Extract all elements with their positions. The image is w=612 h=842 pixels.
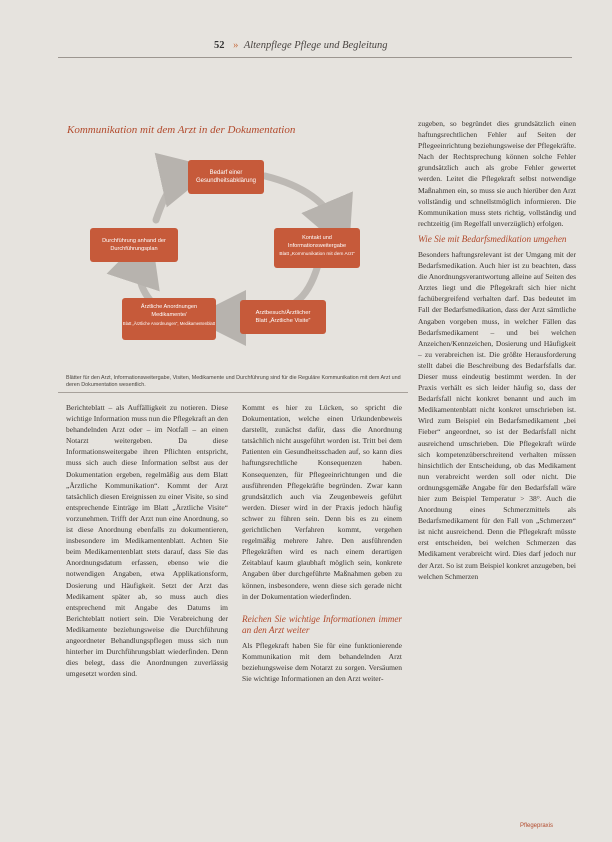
paragraph: zugeben, so begründet dies grundsätzlich einen haftungsrechtlichen Fehler auf Seiten der Pflegeeinrichtung beziehungsweise der Pflegekräfte. Nach der Rechtsprechung können solche Fehler grundsätzlich auch als grobe Fehler gewertet werden. Leitet die Pflegekraft selbst notwendige Maßnahmen ein, so muss sie auch hierüber den Arzt vollständig und schnellstmöglich informieren. Die Kommunikation muss stets richtig, vollständig und rechtzeitig (im Regelfall unverzüglich) erfolgen. <box>418 119 576 228</box>
running-title: Altenpflege Pflege und Begleitung <box>243 40 388 51</box>
text-column-2 <box>242 402 402 684</box>
page-number: 52 <box>214 40 225 51</box>
running-header <box>214 40 388 51</box>
communication-cycle-diagram <box>60 140 405 370</box>
box-execution <box>90 228 178 262</box>
text-column-3 <box>418 118 576 582</box>
svg-text:Blatt „Ärztliche Anordnungen“,: Blatt „Ärztliche Anordnungen“, Medikamentenblatt <box>122 321 216 326</box>
section-heading: Reichen Sie wichtige Informationen immer an den Arzt weiter <box>242 613 402 635</box>
svg-text:Gesundheitsabklärung: Gesundheitsabklärung <box>195 178 257 184</box>
paragraph: Als Pflegekraft haben Sie für eine funktionierende Kommunikation mit dem behandelnden Arzt beziehungsweise dem Notarzt zu sorgen. Versäumen Sie wichtige Informationen an den Arzt weiter- <box>242 640 402 683</box>
section-heading: Wie Sie mit Bedarfsmedikation umgehen <box>418 233 567 244</box>
svg-text:Kontakt und: Kontakt und <box>302 235 332 241</box>
text-column-1 <box>66 402 228 679</box>
header-separator: » <box>233 40 239 51</box>
svg-text:Blatt „Ärztliche Visite“: Blatt „Ärztliche Visite“ <box>255 318 311 324</box>
svg-text:Ärztliche Anordnungen: Ärztliche Anordnungen <box>140 304 198 310</box>
svg-text:Blatt „Kommunikation mit dem A: Blatt „Kommunikation mit dem Arzt“ <box>279 252 355 257</box>
svg-text:Arztbesuch/Ärztlicher: Arztbesuch/Ärztlicher <box>255 310 311 316</box>
page-footer: Pflegepraxis <box>520 823 554 829</box>
caption-rule <box>58 392 408 393</box>
paragraph: Kommt es hier zu Lücken, so spricht die Dokumentation, welche einen Urkundenbeweis darstellt, zunächst dafür, dass die Anordnung tatsächlich nicht ausgeführt worden ist. Tritt bei dem Patienten ein Gesundheitsschaden auf, so kann dies haftungsrechtliche Konsequenzen haben. Konsequenzen, für Pflegeeinrichtungen und die ausführenden Pflegekräfte begründen. Zwar kann grundsätzlich auch via Zeugenbeweis geführt werden. Dieser wird in der Praxis jedoch häufig schwer zu führen sein. Denn bis es zu einem gerichtlichen Verfahren kommt, vergehen regelmäßig mehrere Jahre. Den ausführenden Pflegekräften wird es nach einem derartigen Zeitablauf kaum glaubhaft möglich sein, konkrete Angaben über durchgeführte Maßnahmen geben zu können, insbesondere, wenn diese sich gerade nicht in der Dokumentation wiederfinden. <box>242 403 402 601</box>
box-contact-information <box>274 228 360 268</box>
figure-title: Kommunikation mit dem Arzt in der Dokumentation <box>67 124 296 136</box>
svg-text:Medikamente/: Medikamente/ <box>151 312 187 318</box>
figure-caption: Blätter für den Arzt, Informationsweitergabe, Visiten, Medikamente und Durchführung sind für die Reguläre Kommunikation mit dem Arzt und deren Dokumentation wesentlich. <box>66 375 401 389</box>
paragraph: Besonders haftungsrelevant ist der Umgang mit der Bedarfsmedikation. Auch hier ist zu beachten, dass die Anordnungsverantwortung alleine auf Seiten des Arztes liegt und die Pflegekraft sich hier nicht fachübergreifend verhalten darf. Das bedeutet im Fall der Bedarfsmedikation, dass der Arzt sämtliche Angaben vorgeben muss, in welcher Fällen das Bedarfsmedikament – und bei welchen Anzeichen/Kennzeichen, Dosierung und Häufigkeit – zu verabreichen ist. Die größte Herausforderung stellt dabei die Beschreibung des Bedarfsfalls dar. Dieser muss eindeutig bestimmt werden. In der Praxis verhält es sich leider häufig so, dass der Bedarfsfall nicht konkret benannt und auch im Medikamentenblatt nicht konkret umschrieben ist. Wird zum Beispiel ein Bedarfsmedikament „bei Fieber“ angeordnet, so ist der Bedarfsfall nicht ausreichend umschrieben. Die Pflegekraft würde sich kompetenzüberschreitend verhalten müssen hinsichtlich der Entscheidung, ob das Medikament nun verabreicht werden soll oder nicht. Die ordnungsgemäße Angabe für den Bedarfsfall wäre hier zum Beispiel Temperatur > 38°. Auch die Anordnung eines Schmerzmittels als Bedarfsmedikament für den Fall von „Schmerzen“ ist nicht ausreichend. Denn die Pflegekraft müsste erst entscheiden, bei welchen Schmerzen das Medikament verabreicht wird. Dies darf jedoch nur der Arzt. So ist zum Beispiel konkret anzugeben, bei welchen Schmerzen <box>418 249 576 581</box>
header-rule <box>58 57 572 58</box>
svg-text:Durchführungsplan: Durchführungsplan <box>110 246 158 252</box>
paragraph: Berichteblatt – als Auffälligkeit zu notieren. Diese wichtige Information muss nun die Pflegekraft an den behandelnden Arzt oder – im Notfall – an einen Notarzt weitergeben. Da diese Informationsweitergabe ihren Pflichten entspricht, muss sich auch diese Information selbst aus der Dokumentation ergeben, regelmäßig aus dem Blatt „Ärztliche Kommunikation“. Kommt der Arzt tatsächlich diesen Ereignissen zu einer Visite, so sind entsprechende Einträge im Blatt „Ärztliche Visite“ vorzunehmen. Trifft der Arzt nun eine Anordnung, so ist diese Anordnung ebenfalls zu dokumentieren, insbesondere im Medikamentenblatt. Achten Sie beim Medikamentenblatt stets darauf, dass Sie das Anordnungsdatum erfassen, ebenso wie die notwendigen Angaben, etwa Applikationsform, Dosierung und Häufigkeit. Setzt der Arzt das Medikament später ab, so muss auch dies entsprechend mit Angabe des Datums im Berichteblatt notiert sein. Die Verabreichung der Medikamente beziehungsweise die Durchführung angeordneter Behandlungspflegen muss sich nun hinterher im Durchführungsblatt wiederfinden. Denn dies belegt, dass die Anordnungen zuverlässig umgesetzt worden sind. <box>66 403 228 679</box>
box-health-check <box>188 160 264 194</box>
box-doctor-orders <box>122 298 216 340</box>
svg-text:Durchführung anhand der: Durchführung anhand der <box>102 238 166 244</box>
svg-text:Informationsweitergabe: Informationsweitergabe <box>287 243 347 249</box>
svg-text:Bedarf einer: Bedarf einer <box>209 170 243 176</box>
box-doctor-visit <box>240 300 326 334</box>
